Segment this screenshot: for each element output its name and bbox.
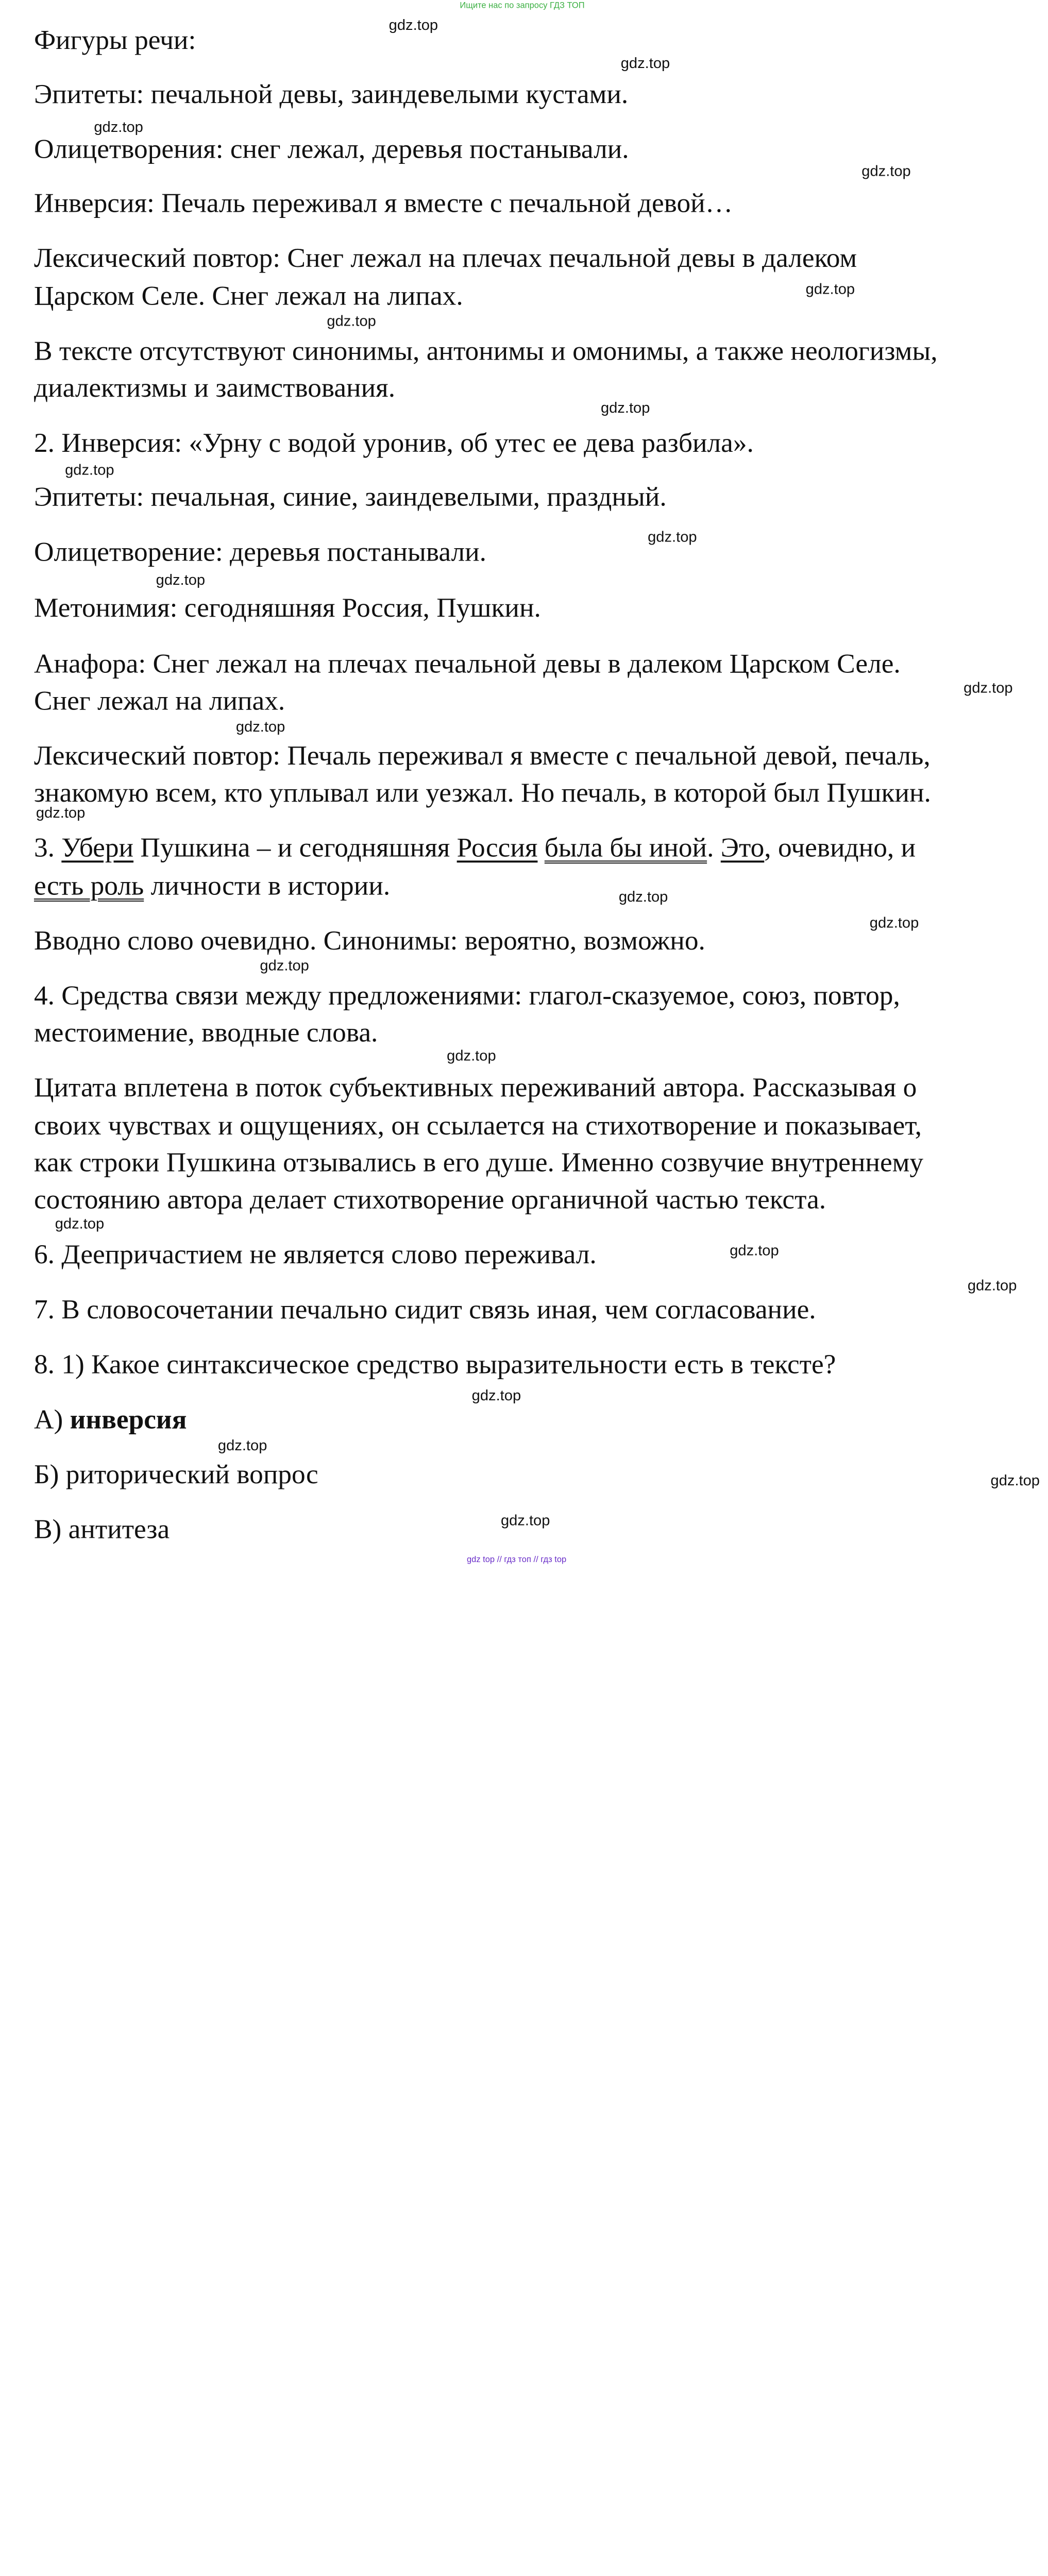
text-line: 6. Деепричастием не является слово переживал. bbox=[33, 1238, 597, 1269]
text-line: 7. В словосочетании печально сидит связь иная, чем согласование. bbox=[33, 1293, 816, 1325]
watermark: gdz.top bbox=[967, 1277, 1017, 1295]
watermark: gdz.top bbox=[600, 400, 650, 417]
watermark: gdz.top bbox=[805, 281, 855, 298]
text-span bbox=[537, 832, 544, 862]
header-note: Ищите нас по запросу ГДЗ ТОП bbox=[460, 0, 585, 10]
watermark: gdz.top bbox=[964, 680, 1013, 697]
text-span: . bbox=[707, 832, 721, 863]
answer-option-b: Б) риторический вопрос bbox=[33, 1458, 318, 1489]
text-line: состоянию автора делает стихотворение органичной частью текста. bbox=[33, 1183, 826, 1215]
text-line: Цитата вплетена в поток субъективных переживаний автора. Рассказывая о bbox=[33, 1071, 917, 1103]
text-line: местоимение, вводные слова. bbox=[33, 1016, 378, 1048]
text-line: Снег лежал на липах. bbox=[33, 684, 285, 716]
text-line: Царском Селе. Снег лежал на липах. bbox=[33, 280, 463, 311]
watermark: gdz.top bbox=[618, 888, 668, 906]
text-line: своих чувствах и ощущениях, он ссылается на стихотворение и показывает, bbox=[33, 1109, 922, 1141]
text-line: Эпитеты: печальной девы, заиндевелыми кустами. bbox=[33, 78, 629, 109]
text-span: , очевидно, и bbox=[764, 832, 916, 863]
watermark: gdz.top bbox=[869, 914, 919, 932]
watermark: gdz.top bbox=[327, 313, 376, 330]
underlined-word: Убери bbox=[61, 832, 134, 863]
text-line: Фигуры речи: bbox=[33, 24, 196, 55]
text-line: Олицетворение: деревья постанывали. bbox=[33, 535, 487, 567]
double-underlined-words: есть роль bbox=[33, 869, 144, 901]
text-line: 4. Средства связи между предложениями: глагол-сказуемое, союз, повтор, bbox=[33, 979, 900, 1011]
text-span: Пушкина – и сегодняшняя bbox=[133, 832, 457, 863]
text-line: диалектизмы и заимствования. bbox=[33, 371, 396, 403]
watermark: gdz.top bbox=[447, 1047, 496, 1065]
double-underlined-words: была бы иной bbox=[544, 832, 707, 863]
watermark: gdz.top bbox=[471, 1387, 521, 1404]
answer-option-c: В) антитеза bbox=[33, 1513, 170, 1545]
watermark: gdz.top bbox=[94, 118, 143, 136]
text-line: Инверсия: Печаль переживал я вместе с печальной девой… bbox=[33, 187, 733, 218]
watermark: gdz.top bbox=[65, 462, 114, 479]
underlined-word: Россия bbox=[457, 832, 538, 863]
bold-answer: инверсия bbox=[70, 1403, 187, 1434]
text-span: личности в истории. bbox=[144, 869, 391, 901]
underlined-word: Это bbox=[720, 832, 765, 863]
text-line: Метонимия: сегодняшняя Россия, Пушкин. bbox=[33, 591, 541, 623]
text-span: 3. bbox=[33, 832, 62, 863]
text-line: знакомую всем, кто уплывал или уезжал. Но печаль, в которой был Пушкин. bbox=[33, 776, 931, 808]
watermark: gdz.top bbox=[500, 1512, 550, 1530]
watermark: gdz.top bbox=[235, 718, 285, 736]
watermark: gdz.top bbox=[388, 16, 438, 34]
watermark: gdz.top bbox=[260, 957, 309, 975]
text-line: 2. Инверсия: «Урну с водой уронив, об утес ее дева разбила». bbox=[33, 427, 754, 458]
text-line: Вводно слово очевидно. Синонимы: вероятно, возможно. bbox=[33, 924, 705, 956]
text-line: В тексте отсутствуют синонимы, антонимы и омонимы, а также неологизмы, bbox=[33, 334, 938, 366]
text-line: Эпитеты: печальная, синие, заиндевелыми, праздный. bbox=[33, 481, 667, 512]
watermark: gdz.top bbox=[217, 1437, 267, 1454]
text-line: Лексический повтор: Печаль переживал я вместе с печальной девой, печаль, bbox=[33, 739, 931, 771]
footer-note: gdz top // гдз топ // гдз top bbox=[466, 1554, 567, 1565]
text-line: как строки Пушкина отзывались в его душе. Именно созвучие внутреннему bbox=[33, 1146, 924, 1178]
watermark: gdz.top bbox=[730, 1242, 779, 1260]
watermark: gdz.top bbox=[861, 163, 911, 180]
watermark: gdz.top bbox=[36, 804, 86, 822]
watermark: gdz.top bbox=[620, 55, 670, 72]
watermark: gdz.top bbox=[55, 1215, 105, 1233]
text-line: Олицетворения: снег лежал, деревья постанывали. bbox=[33, 133, 629, 164]
text-line bbox=[34, 867, 390, 904]
text-line-q3 bbox=[34, 828, 916, 866]
watermark: gdz.top bbox=[648, 529, 697, 546]
text-line: 8. 1) Какое синтаксическое средство выразительности есть в тексте? bbox=[33, 1348, 836, 1380]
watermark: gdz.top bbox=[156, 571, 206, 589]
text-line: Анафора: Снег лежал на плечах печальной девы в далеком Царском Селе. bbox=[33, 648, 901, 679]
answer-option-a bbox=[34, 1400, 187, 1437]
text-line: Лексический повтор: Снег лежал на плечах печальной девы в далеком bbox=[33, 242, 857, 273]
watermark: gdz.top bbox=[990, 1472, 1040, 1489]
text-span: А) bbox=[33, 1403, 70, 1434]
